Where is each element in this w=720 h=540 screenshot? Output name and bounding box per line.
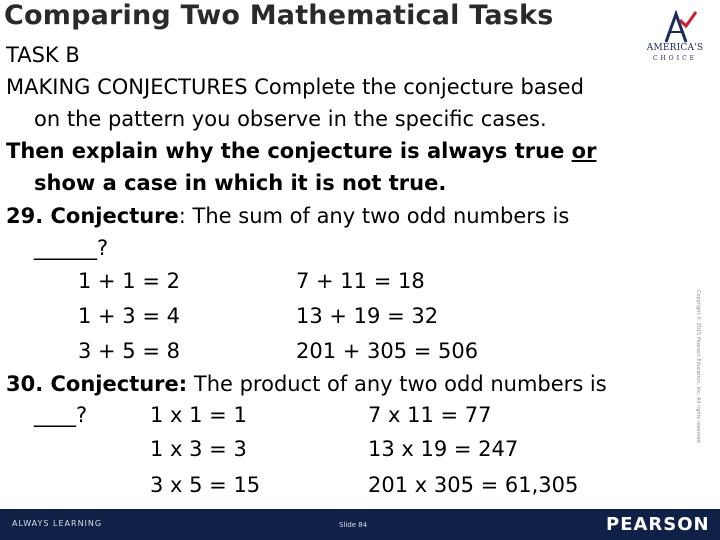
explain-text: Then explain why the conjecture is always true [6, 139, 572, 163]
q30-case-right: 201 x 305 = 61,305 [368, 473, 579, 497]
q30-case-left: 1 x 1 = 1 [150, 403, 247, 427]
q29-case-left: 1 + 3 = 4 [78, 304, 180, 328]
q29-case-right: 201 + 305 = 506 [296, 339, 479, 363]
q29-number: 29. Conjecture [6, 204, 179, 228]
logo-text-secondary: CHOICE [652, 55, 698, 62]
copyright-notice: Copyright © 2015 Pearson Education, Inc. All rights reserved. [695, 290, 701, 445]
slide-number: Slide 84 [339, 521, 368, 529]
logo-a-icon [636, 10, 714, 44]
intro-line-2: on the pattern you observe in the specific cases. [34, 107, 547, 131]
q30-case-left: 1 x 3 = 3 [150, 437, 247, 461]
slide-title: Comparing Two Mathematical Tasks [4, 0, 554, 31]
q30-blank: ____? [34, 403, 88, 427]
q29-statement [6, 203, 569, 229]
intro-line-1: MAKING CONJECTURES Complete the conjecture based [6, 75, 584, 99]
q30-text: The product of any two odd numbers is [187, 372, 607, 396]
explain-line-2: show a case in which it is not true. [34, 171, 447, 195]
footer-bar [0, 509, 720, 540]
q30-case-right: 13 x 19 = 247 [368, 437, 519, 461]
q30-number: 30. Conjecture: [6, 372, 188, 396]
q30-case-right: 7 x 11 = 77 [368, 403, 492, 427]
pearson-logo: PEARSON [606, 514, 710, 535]
q29-blank: ______? [34, 236, 109, 260]
q29-case-right: 13 + 19 = 32 [296, 304, 439, 328]
q29-text: : The sum of any two odd numbers is [178, 204, 570, 228]
q29-case-right: 7 + 11 = 18 [296, 269, 425, 293]
q29-case-left: 3 + 5 = 8 [78, 339, 180, 363]
footer-tagline: ALWAYS LEARNING [12, 519, 103, 528]
q30-case-left: 3 x 5 = 15 [150, 473, 261, 497]
q30-statement [6, 371, 607, 397]
explain-line-1 [6, 138, 596, 164]
logo-text-primary: AMERICA'S [646, 43, 704, 53]
explain-or: or [571, 139, 597, 163]
americas-choice-logo [636, 10, 714, 66]
q29-case-left: 1 + 1 = 2 [78, 269, 180, 293]
task-label: TASK B [6, 43, 80, 67]
